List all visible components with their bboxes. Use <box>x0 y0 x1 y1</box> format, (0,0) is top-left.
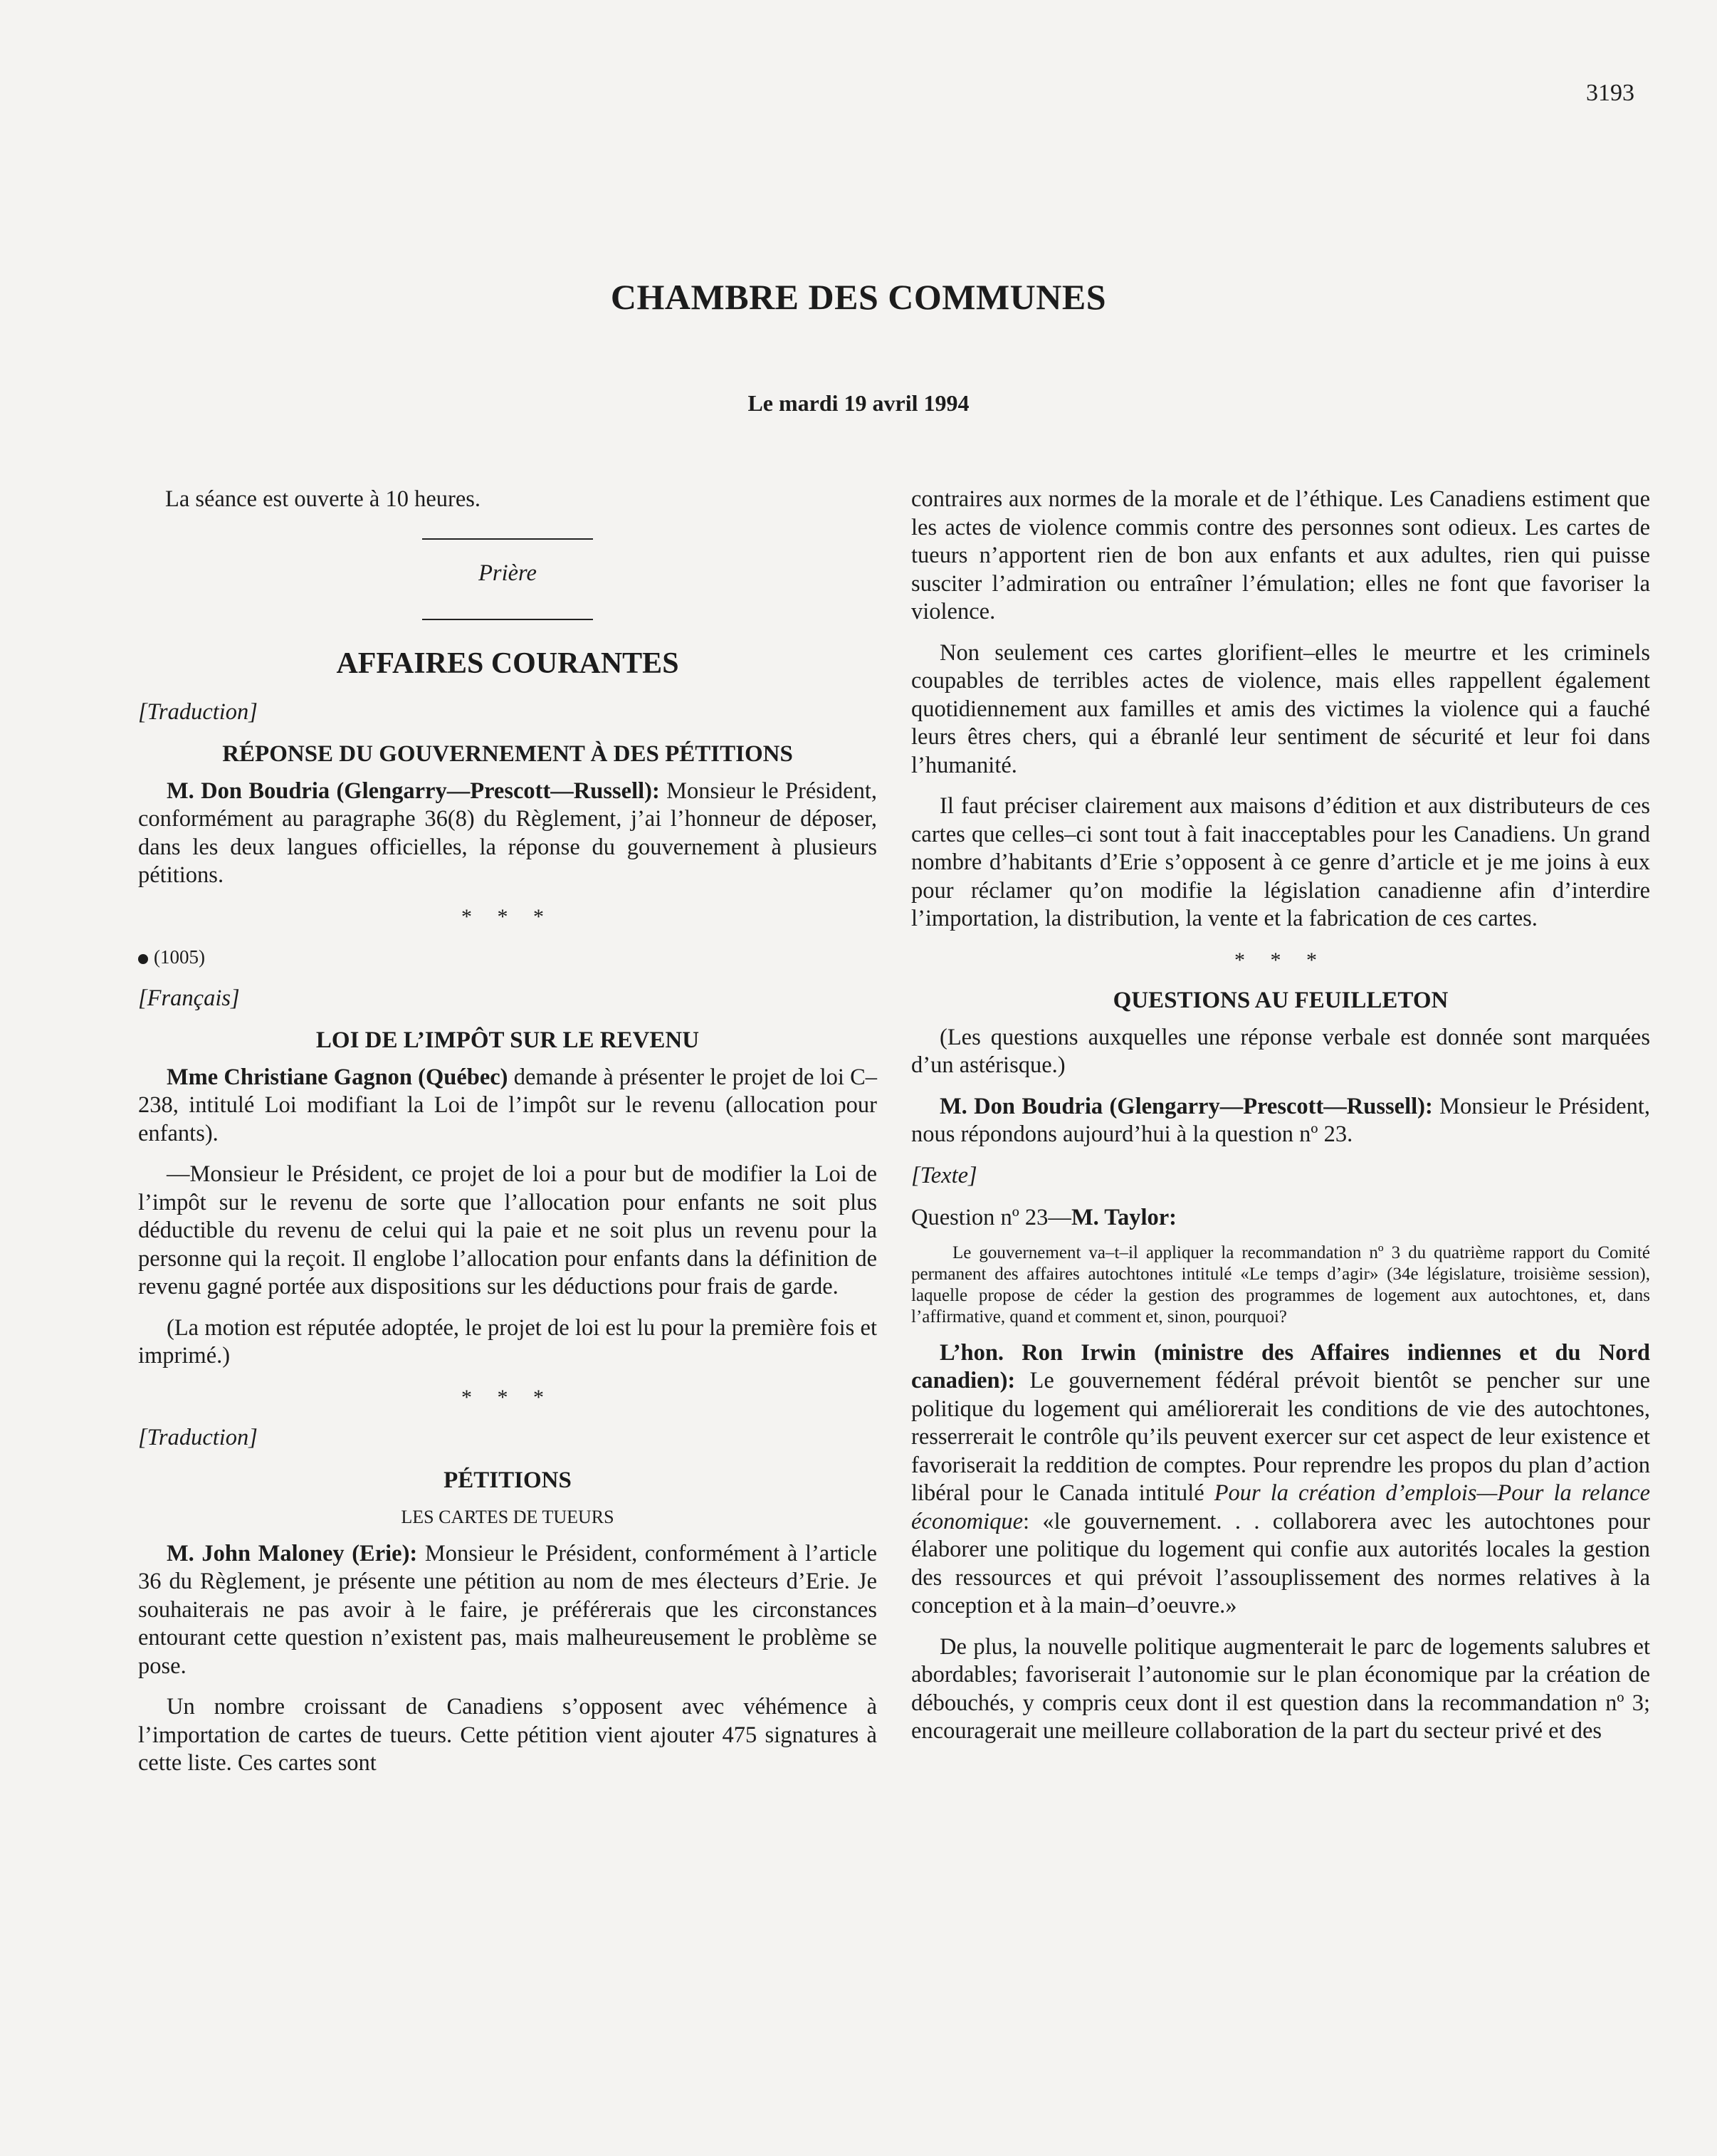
opening-line: La séance est ouverte à 10 heures. <box>165 486 481 512</box>
paragraph-text: Monsieur le Président, conformément à l’article 36 du Règlement, je présente une pétition au nom de mes électeurs d’Erie. Je souhaiterais ne pas avoir à le faire, je préférerais que les circonstances entourant cette question n’existent pas, mais malheureusement le problème se pose. <box>138 1540 877 1679</box>
language-tag: [Texte] <box>911 1162 977 1188</box>
subheading-petitions: PÉTITIONS <box>443 1467 572 1493</box>
right-column <box>911 486 1650 1759</box>
paragraph-text: (Les questions auxquelles une réponse verbale est donnée sont marquées d’un astérisque.) <box>911 1024 1650 1078</box>
prayer-heading: Prière <box>478 560 537 586</box>
paragraph-text: Monsieur le Président, nous répondons aujourd’hui à la question nº 23. <box>911 1093 1650 1147</box>
paragraph-irwin <box>911 1339 1650 1621</box>
subsubheading-cartes-tueurs: LES CARTES DE TUEURS <box>401 1507 614 1527</box>
section-separator: * * * <box>461 904 554 928</box>
paragraph-text: : «le gouvernement. . . collaborera avec les autochtones pour élaborer une politique du logement qui confie aux autorités locales la gestion des ressources et qui prévoit l’assouplissement des normes relatives à la conception et à la main–d’oeuvre.» <box>911 1508 1650 1618</box>
speaker-name: L’hon. Ron Irwin (ministre des Affaires indiennes et du Nord canadien): <box>911 1339 1650 1393</box>
speaker-name: Mme Christiane Gagnon (Québec) <box>167 1064 508 1090</box>
paragraph-boudria <box>138 778 877 890</box>
subheading-loi-impot: LOI DE L’IMPÔT SUR LE REVENU <box>315 1027 700 1053</box>
divider-rule <box>422 538 593 540</box>
paragraph-text: Monsieur le Président, conformément au paragraphe 36(8) du Règlement, j’ai l’honneur de déposer, dans les deux langues officielles, la réponse du gouvernement à plusieurs pétitions. <box>138 778 877 888</box>
language-tag: [Traduction] <box>138 698 258 725</box>
speaker-name: M. Don Boudria (Glengarry—Prescott—Russell): <box>940 1093 1433 1119</box>
language-tag: [Traduction] <box>138 1425 258 1450</box>
language-tag: [Français] <box>138 985 240 1011</box>
section-separator: * * * <box>1234 948 1327 972</box>
italic-title: Pour la création d’emplois—Pour la relance économique <box>911 1480 1650 1534</box>
paragraph-text: Non seulement ces cartes glorifient–elles le meurtre et les criminels coupables de terribles actes de violence, mais elles rappellent également quotidiennement aux familles et amis des victimes la violence qui a fauché leurs êtres chers, qui a ébranlé leur sentiment de sécurité et leur foi dans l’humanité. <box>911 639 1650 778</box>
paragraph-text: Il faut préciser clairement aux maisons d’édition et aux distributeurs de ces cartes que celles–ci sont tout à fait inacceptables pour les Canadiens. Un grand nombre d’habitants d’Erie s’opposent à ce genre d’article et je me joins à eux pour réclamer qu’on modifie la législation canadienne afin d’interdire l’importation, la distribution, la vente et la fabrication de ces cartes. <box>911 793 1650 931</box>
question-text: Le gouvernement va–t–il appliquer la recommandation nº 3 du quatrième rapport du Comité permanent des affaires autochtones intitulé «Le temps d’agir» (34e législature, troisième session), laquelle propose de céder la gestion des programmes de logement aux autochtones, et, dans l’affirmative, quand et comment et, sinon, pourquoi? <box>911 1242 1650 1326</box>
page-title: CHAMBRE DES COMMUNES <box>610 277 1107 317</box>
paragraph-maloney <box>138 1540 877 1681</box>
subheading-reponse-gouvernement: RÉPONSE DU GOUVERNEMENT À DES PÉTITIONS <box>222 741 793 767</box>
question-heading <box>911 1204 1650 1233</box>
section-separator: * * * <box>461 1385 554 1409</box>
question-label: Question nº 23— <box>911 1205 1071 1230</box>
paragraph-text: Un nombre croissant de Canadiens s’opposent avec véhémence à l’importation de cartes de tueurs. Cette pétition vient ajouter 475 signatures à cette liste. Ces cartes sont <box>138 1694 877 1776</box>
paragraph-text: demande à présenter le projet de loi C–238, intitulé Loi modifiant la Loi de l’impôt sur le revenu (allocation pour enfants). <box>138 1064 877 1146</box>
divider-rule <box>422 619 593 620</box>
timestamp <box>138 943 877 972</box>
paragraph-gagnon <box>138 1064 877 1148</box>
page-number: 3193 <box>1586 80 1634 106</box>
speaker-name: M. Taylor: <box>1071 1205 1177 1230</box>
speaker-name: M. John Maloney (Erie): <box>167 1540 418 1566</box>
paragraph-boudria-questions <box>911 1093 1650 1149</box>
paragraph-text: De plus, la nouvelle politique augmenterait le parc de logements salubres et abordables; favoriserait l’autonomie sur le plan économique par la création de débouchés, y compris ceux dont il est question dans la recommandation nº 3; encouragerait une meilleure collaboration de la part du secteur privé et des <box>911 1633 1650 1744</box>
section-heading-affaires-courantes: AFFAIRES COURANTES <box>336 647 679 680</box>
timestamp-text: (1005) <box>154 946 205 968</box>
paragraph-text: contraires aux normes de la morale et de l’éthique. Les Canadiens estiment que les actes de violence commis contre des personnes sont odieux. Les cartes de tueurs n’apportent rien de bon aux enfants et aux adultes, rien qui puisse susciter l’admiration ou entraîner l’émulation; elles ne font que favoriser la violence. <box>911 486 1650 624</box>
paragraph-text: (La motion est réputée adoptée, le projet de loi est lu pour la première fois et imprimé.) <box>138 1314 877 1369</box>
sitting-date: Le mardi 19 avril 1994 <box>747 390 970 416</box>
subheading-questions-feuilleton: QUESTIONS AU FEUILLETON <box>1113 988 1449 1013</box>
left-column <box>138 486 877 1791</box>
speaker-name: M. Don Boudria (Glengarry—Prescott—Russell): <box>167 778 660 804</box>
paragraph-text: Le gouvernement fédéral prévoit bientôt se pencher sur une politique du logement qui améliorerait les conditions de vie des autochtones, resserrerait le contrôle qu’ils peuvent exercer sur cet aspect de leur existence et favoriserait la reddition de comptes. Pour reprendre les propos du plan d’action libéral pour le Canada intitulé <box>911 1368 1650 1506</box>
bullet-icon <box>138 954 148 964</box>
paragraph-text: —Monsieur le Président, ce projet de loi a pour but de modifier la Loi de l’impôt sur le revenu de sorte que l’allocation pour enfants ne soit plus déductible du revenu de celui qui la paie et ne soit plus un revenu pour la personne qui la reçoit. Il englobe l’allocation pour enfants dans la définition de revenu gagné portée aux dispositions sur les déductions pour frais de garde. <box>138 1161 877 1299</box>
